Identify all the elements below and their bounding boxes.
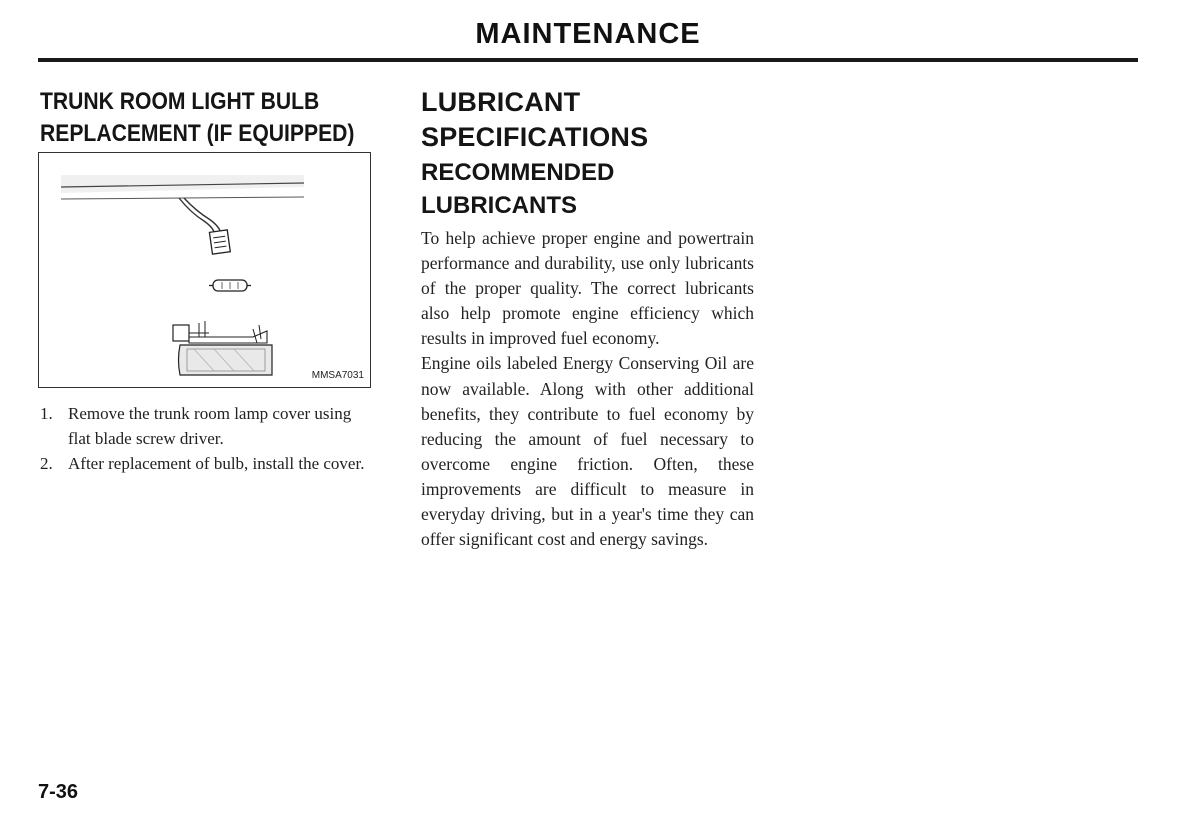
recommended-subtitle-line2: LUBRICANTS	[421, 192, 577, 219]
lamp-housing-icon	[173, 321, 272, 375]
lubricant-section	[421, 85, 754, 552]
trunk-light-heading	[40, 86, 355, 150]
trunk-lamp-illustration	[38, 152, 371, 388]
step-text: Remove the trunk room lamp cover using flat blade screw driver.	[68, 404, 352, 448]
header-divider	[38, 58, 1138, 62]
step-number: 1.	[40, 404, 53, 423]
replacement-steps	[40, 401, 372, 476]
trunk-lamp-drawing	[39, 153, 372, 389]
figure-code: MMSA7031	[311, 370, 364, 381]
lubricant-paragraph-1: To help achieve proper engine and powertrain performance and durability, use only lubricants of the proper quality. The correct lubricants also help promote engine efficiency which results in improved fuel economy.	[421, 228, 754, 349]
trunk-light-heading-line2: REPLACEMENT (IF EQUIPPED)	[40, 120, 355, 147]
recommended-subtitle-line1: RECOMMENDED	[421, 159, 615, 186]
step-number: 2.	[40, 454, 53, 473]
connector-icon	[209, 230, 230, 254]
page-section-title: MAINTENANCE	[475, 18, 701, 50]
bulb-icon	[209, 280, 251, 291]
lubricant-title-line2: SPECIFICATIONS	[421, 122, 649, 152]
step-text: After replacement of bulb, install the cover.	[68, 454, 365, 473]
lubricant-title-line1: LUBRICANT	[421, 87, 581, 117]
lubricant-paragraph-2: Engine oils labeled Energy Conserving Oil are now available. Along with other additional benefits, they contribute to fuel economy by reducing the amount of fuel necessary to overcome engine friction. Often, these improvements are difficult to measure in everyday driving, but in a year's time they can offer significant cost and energy savings.	[421, 353, 754, 550]
trunk-light-heading-line1: TRUNK ROOM LIGHT BULB	[40, 88, 320, 115]
page-number: 7-36	[38, 781, 79, 803]
list-item	[40, 451, 372, 476]
list-item	[40, 401, 372, 451]
